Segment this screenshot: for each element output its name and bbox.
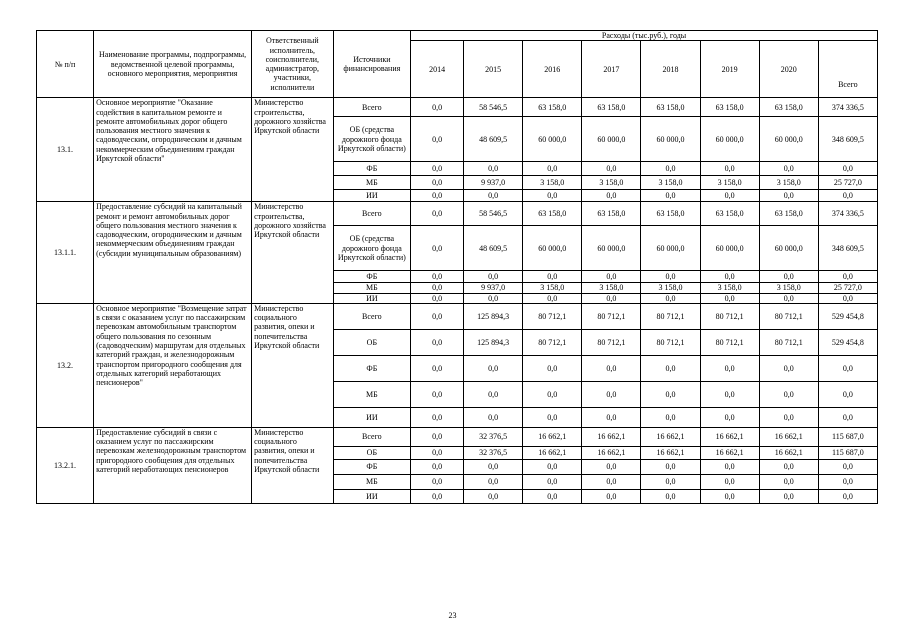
- year-value: 0,0: [700, 474, 759, 489]
- year-value: 80 712,1: [523, 329, 582, 355]
- year-value: 0,0: [582, 474, 641, 489]
- responsible-executor: Министерство строительства, дорожного хозяйства Иркутской области: [252, 202, 334, 304]
- year-value: 0,0: [464, 271, 523, 283]
- year-value: 0,0: [464, 355, 523, 381]
- total-value: 374 336,5: [818, 202, 877, 226]
- year-value: 48 609,5: [464, 117, 523, 162]
- year-value: 0,0: [759, 381, 818, 407]
- year-value: 3 158,0: [641, 176, 700, 190]
- funding-source: ОБ: [333, 329, 410, 355]
- year-value: 63 158,0: [641, 202, 700, 226]
- year-value: 63 158,0: [523, 98, 582, 117]
- year-value: 63 158,0: [523, 202, 582, 226]
- year-value: 3 158,0: [700, 176, 759, 190]
- year-value: 0,0: [700, 459, 759, 474]
- total-value: 0,0: [818, 190, 877, 202]
- year-value: 0,0: [700, 489, 759, 503]
- year-value: 3 158,0: [759, 283, 818, 293]
- year-value: 0,0: [411, 329, 464, 355]
- total-value: 115 687,0: [818, 427, 877, 446]
- year-value: 16 662,1: [700, 446, 759, 459]
- year-value: 3 158,0: [759, 176, 818, 190]
- year-value: 16 662,1: [700, 427, 759, 446]
- activity-name: Основное мероприятие "Возмещение затрат в связи с оказанием услуг по пассажирским перевозкам автомобильным транспортом общего пользования по сезонным (садоводческим) маршрутам для отдельных категорий граждан, и железнодорожным транспортом пригородного сообщения для отдельных категорий неработающих пенсионеров": [94, 303, 252, 427]
- page-number: 23: [448, 611, 457, 620]
- funding-source: Всего: [333, 98, 410, 117]
- year-value: 0,0: [759, 190, 818, 202]
- year-value: 16 662,1: [523, 446, 582, 459]
- row-index: 13.1.: [37, 98, 94, 202]
- year-value: 0,0: [582, 190, 641, 202]
- funding-source: ИИ: [333, 293, 410, 303]
- year-value: 32 376,5: [464, 427, 523, 446]
- year-value: 0,0: [759, 459, 818, 474]
- year-value: 0,0: [411, 459, 464, 474]
- year-value: 0,0: [523, 459, 582, 474]
- year-value: 16 662,1: [582, 446, 641, 459]
- total-value: 115 687,0: [818, 446, 877, 459]
- year-value: 0,0: [582, 271, 641, 283]
- year-value: 0,0: [411, 98, 464, 117]
- year-value: 0,0: [641, 190, 700, 202]
- year-value: 80 712,1: [759, 329, 818, 355]
- year-value: 80 712,1: [759, 303, 818, 329]
- year-value: 48 609,5: [464, 226, 523, 271]
- year-value: 0,0: [464, 474, 523, 489]
- year-value: 0,0: [523, 271, 582, 283]
- funding-source: ИИ: [333, 489, 410, 503]
- total-value: 0,0: [818, 355, 877, 381]
- table-row: [37, 303, 878, 329]
- responsible-executor: Министерство строительства, дорожного хозяйства Иркутской области: [252, 98, 334, 202]
- year-value: 0,0: [411, 271, 464, 283]
- funding-source: МБ: [333, 176, 410, 190]
- year-value: 80 712,1: [582, 303, 641, 329]
- table-body: [37, 98, 878, 504]
- total-value: 0,0: [818, 293, 877, 303]
- year-value: 80 712,1: [641, 329, 700, 355]
- year-value: 0,0: [411, 162, 464, 176]
- header-year: 2020: [759, 41, 818, 98]
- header-total: Всего: [818, 41, 877, 98]
- total-value: 0,0: [818, 271, 877, 283]
- year-value: 63 158,0: [759, 98, 818, 117]
- funding-source: ФБ: [333, 459, 410, 474]
- year-value: 0,0: [641, 381, 700, 407]
- header-year: 2018: [641, 41, 700, 98]
- year-value: 9 937,0: [464, 176, 523, 190]
- year-value: 3 158,0: [582, 176, 641, 190]
- row-index: 13.2.1.: [37, 427, 94, 503]
- row-index: 13.2.: [37, 303, 94, 427]
- total-value: 348 609,5: [818, 226, 877, 271]
- funding-source: ИИ: [333, 407, 410, 427]
- funding-source: ФБ: [333, 355, 410, 381]
- year-value: 16 662,1: [641, 427, 700, 446]
- year-value: 63 158,0: [582, 98, 641, 117]
- header-year: 2016: [523, 41, 582, 98]
- year-value: 0,0: [700, 293, 759, 303]
- year-value: 0,0: [523, 293, 582, 303]
- year-value: 80 712,1: [700, 329, 759, 355]
- year-value: 0,0: [641, 474, 700, 489]
- year-value: 3 158,0: [523, 283, 582, 293]
- year-value: 125 894,3: [464, 329, 523, 355]
- year-value: 16 662,1: [641, 446, 700, 459]
- year-value: 0,0: [411, 489, 464, 503]
- year-value: 0,0: [523, 407, 582, 427]
- total-value: 0,0: [818, 489, 877, 503]
- year-value: 63 158,0: [700, 202, 759, 226]
- year-value: 0,0: [700, 190, 759, 202]
- funding-source: Всего: [333, 202, 410, 226]
- year-value: 60 000,0: [641, 226, 700, 271]
- total-value: 0,0: [818, 407, 877, 427]
- year-value: 0,0: [759, 474, 818, 489]
- total-value: 0,0: [818, 381, 877, 407]
- year-value: 0,0: [641, 407, 700, 427]
- year-value: 125 894,3: [464, 303, 523, 329]
- year-value: 0,0: [759, 489, 818, 503]
- year-value: 0,0: [582, 407, 641, 427]
- year-value: 0,0: [411, 283, 464, 293]
- year-value: 0,0: [411, 407, 464, 427]
- total-value: 0,0: [818, 474, 877, 489]
- year-value: 80 712,1: [523, 303, 582, 329]
- total-value: 529 454,8: [818, 329, 877, 355]
- total-value: 0,0: [818, 162, 877, 176]
- year-value: 63 158,0: [641, 98, 700, 117]
- year-value: 0,0: [582, 489, 641, 503]
- activity-name: Предоставление субсидий в связи с оказанием услуг по пассажирским перевозкам железнодорожным транспортом пригородного сообщения для отдельных категорий неработающих пенсионеров: [94, 427, 252, 503]
- year-value: 0,0: [523, 381, 582, 407]
- year-value: 0,0: [582, 293, 641, 303]
- year-value: 0,0: [641, 459, 700, 474]
- year-value: 0,0: [523, 355, 582, 381]
- year-value: 32 376,5: [464, 446, 523, 459]
- year-value: 0,0: [641, 162, 700, 176]
- funding-source: ФБ: [333, 162, 410, 176]
- year-value: 0,0: [411, 355, 464, 381]
- year-value: 0,0: [464, 162, 523, 176]
- year-value: 0,0: [700, 355, 759, 381]
- year-value: 0,0: [411, 176, 464, 190]
- expenses-table: [36, 30, 878, 504]
- total-value: 25 727,0: [818, 176, 877, 190]
- year-value: 0,0: [759, 271, 818, 283]
- table-row: [37, 427, 878, 446]
- year-value: 60 000,0: [700, 226, 759, 271]
- year-value: 58 546,5: [464, 202, 523, 226]
- total-value: 0,0: [818, 459, 877, 474]
- year-value: 0,0: [759, 355, 818, 381]
- year-value: 80 712,1: [700, 303, 759, 329]
- year-value: 9 937,0: [464, 283, 523, 293]
- year-value: 60 000,0: [641, 117, 700, 162]
- year-value: 3 158,0: [523, 176, 582, 190]
- funding-source: ИИ: [333, 190, 410, 202]
- year-value: 3 158,0: [700, 283, 759, 293]
- year-value: 16 662,1: [759, 427, 818, 446]
- table-row: [37, 98, 878, 117]
- year-value: 0,0: [641, 355, 700, 381]
- year-value: 0,0: [464, 407, 523, 427]
- year-value: 0,0: [700, 381, 759, 407]
- year-value: 58 546,5: [464, 98, 523, 117]
- funding-source: ОБ (средства дорожного фонда Иркутской области): [333, 117, 410, 162]
- year-value: 0,0: [641, 271, 700, 283]
- year-value: 0,0: [641, 489, 700, 503]
- header-year: 2014: [411, 41, 464, 98]
- year-value: 0,0: [582, 459, 641, 474]
- table-header: [37, 31, 878, 98]
- year-value: 0,0: [411, 303, 464, 329]
- activity-name: Основное мероприятие "Оказание содействия в капитальном ремонте и ремонте автомобильных дорог общего пользования местного значения к садоводческим, огородническим и дачным некоммерческим объединениям граждан Иркутской области": [94, 98, 252, 202]
- funding-source: Всего: [333, 427, 410, 446]
- year-value: 60 000,0: [523, 226, 582, 271]
- responsible-executor: Министерство социального развития, опеки и попечительства Иркутской области: [252, 427, 334, 503]
- year-value: 0,0: [411, 190, 464, 202]
- year-value: 80 712,1: [582, 329, 641, 355]
- year-value: 0,0: [411, 202, 464, 226]
- funding-source: ОБ (средства дорожного фонда Иркутской области): [333, 226, 410, 271]
- year-value: 0,0: [464, 489, 523, 503]
- year-value: 0,0: [700, 271, 759, 283]
- year-value: 63 158,0: [582, 202, 641, 226]
- header-index: № п/п: [37, 31, 94, 98]
- year-value: 0,0: [582, 355, 641, 381]
- year-value: 60 000,0: [582, 226, 641, 271]
- year-value: 0,0: [523, 190, 582, 202]
- year-value: 0,0: [411, 427, 464, 446]
- row-index: 13.1.1.: [37, 202, 94, 304]
- total-value: 374 336,5: [818, 98, 877, 117]
- funding-source: ФБ: [333, 271, 410, 283]
- year-value: 16 662,1: [759, 446, 818, 459]
- year-value: 3 158,0: [582, 283, 641, 293]
- responsible-executor: Министерство социального развития, опеки и попечительства Иркутской области: [252, 303, 334, 427]
- funding-source: ОБ: [333, 446, 410, 459]
- year-value: 80 712,1: [641, 303, 700, 329]
- year-value: 3 158,0: [641, 283, 700, 293]
- year-value: 0,0: [759, 162, 818, 176]
- year-value: 60 000,0: [759, 226, 818, 271]
- total-value: 529 454,8: [818, 303, 877, 329]
- year-value: 0,0: [464, 381, 523, 407]
- year-value: 0,0: [464, 293, 523, 303]
- year-value: 0,0: [411, 446, 464, 459]
- year-value: 60 000,0: [582, 117, 641, 162]
- funding-source: МБ: [333, 283, 410, 293]
- year-value: 0,0: [411, 381, 464, 407]
- year-value: 63 158,0: [700, 98, 759, 117]
- header-responsible: Ответственный исполнитель, соисполнители, администратор, участники, исполнители: [252, 31, 334, 98]
- year-value: 0,0: [759, 407, 818, 427]
- year-value: 60 000,0: [700, 117, 759, 162]
- header-year: 2017: [582, 41, 641, 98]
- year-value: 0,0: [523, 162, 582, 176]
- year-value: 0,0: [411, 293, 464, 303]
- total-value: 348 609,5: [818, 117, 877, 162]
- header-source: Источники финансирования: [333, 31, 410, 98]
- funding-source: МБ: [333, 381, 410, 407]
- year-value: 0,0: [411, 226, 464, 271]
- year-value: 0,0: [582, 162, 641, 176]
- year-value: 0,0: [523, 474, 582, 489]
- year-value: 0,0: [523, 489, 582, 503]
- table-row: [37, 202, 878, 226]
- header-expenses: Расходы (тыс.руб.), годы: [411, 31, 878, 41]
- funding-source: Всего: [333, 303, 410, 329]
- activity-name: Предоставление субсидий на капитальный ремонт и ремонт автомобильных дорог общего пользования местного значения к садоводческим, огородническим и дачным некоммерческим объединениям граждан (субсидии муниципальным образованиям): [94, 202, 252, 304]
- year-value: 0,0: [700, 407, 759, 427]
- year-value: 0,0: [582, 381, 641, 407]
- year-value: 60 000,0: [759, 117, 818, 162]
- total-value: 25 727,0: [818, 283, 877, 293]
- year-value: 16 662,1: [523, 427, 582, 446]
- year-value: 0,0: [411, 117, 464, 162]
- header-name: Наименование программы, подпрограммы, ведомственной целевой программы, основного мероприятия, мероприятия: [94, 31, 252, 98]
- year-value: 0,0: [641, 293, 700, 303]
- funding-source: МБ: [333, 474, 410, 489]
- year-value: 0,0: [464, 190, 523, 202]
- year-value: 0,0: [411, 474, 464, 489]
- header-year: 2015: [464, 41, 523, 98]
- header-year: 2019: [700, 41, 759, 98]
- year-value: 60 000,0: [523, 117, 582, 162]
- year-value: 16 662,1: [582, 427, 641, 446]
- year-value: 0,0: [759, 293, 818, 303]
- year-value: 63 158,0: [759, 202, 818, 226]
- year-value: 0,0: [700, 162, 759, 176]
- year-value: 0,0: [464, 459, 523, 474]
